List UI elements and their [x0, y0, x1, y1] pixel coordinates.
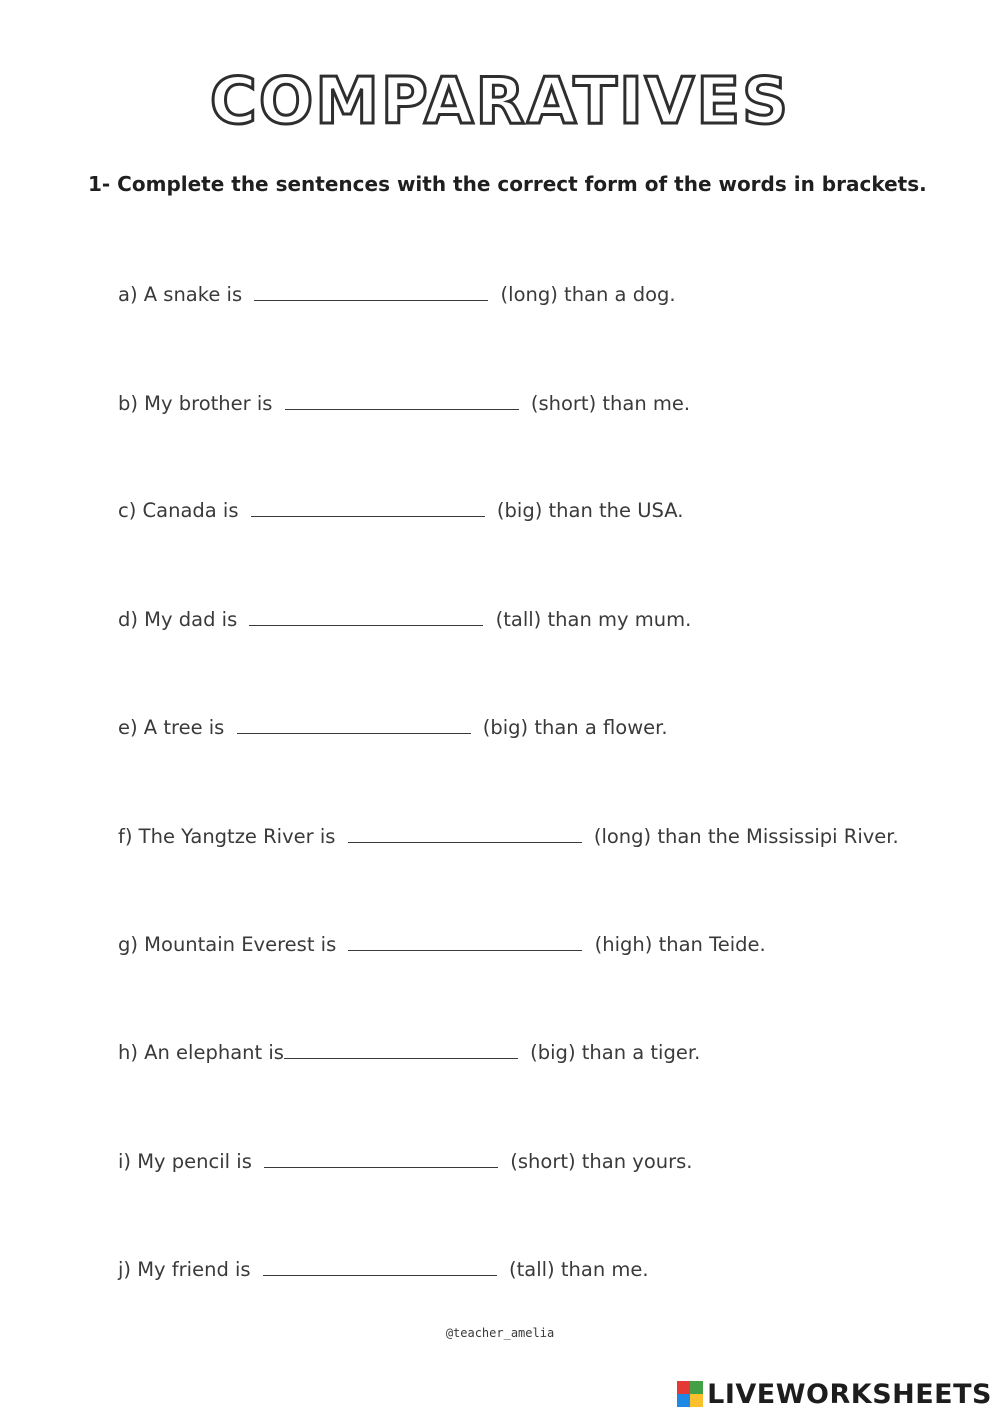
logo-square	[677, 1381, 690, 1394]
sentence-c	[118, 497, 978, 525]
sentence-i	[118, 1148, 978, 1176]
answer-blank-i[interactable]	[264, 1149, 498, 1168]
answer-blank-c[interactable]	[251, 498, 485, 517]
brand-name: LIVEWORKSHEETS	[707, 1378, 992, 1410]
sentence-suffix: (short) than yours.	[510, 1150, 693, 1173]
answer-blank-f[interactable]	[348, 824, 582, 843]
answer-blank-b[interactable]	[285, 391, 519, 410]
sentence-suffix: (short) than me.	[530, 392, 691, 415]
liveworksheets-logo-icon	[677, 1381, 703, 1407]
sentence-suffix: (tall) than me.	[509, 1258, 649, 1281]
sentence-prefix: j) My friend is	[118, 1258, 251, 1281]
logo-square	[690, 1394, 703, 1407]
sentence-d	[118, 606, 978, 634]
sentence-suffix: (high) than Teide.	[594, 933, 766, 956]
answer-blank-d[interactable]	[249, 607, 483, 626]
sentence-suffix: (big) than a flower.	[482, 716, 668, 739]
answer-blank-h[interactable]	[284, 1040, 518, 1059]
sentence-prefix: e) A tree is	[118, 716, 225, 739]
logo-square	[690, 1381, 703, 1394]
sentence-suffix: (big) than the USA.	[496, 499, 684, 522]
exercise-instruction: 1- Complete the sentences with the correct form of the words in brackets.	[88, 172, 927, 196]
sentence-g	[118, 931, 978, 959]
sentence-f	[118, 823, 978, 851]
sentence-prefix: d) My dad is	[118, 608, 238, 631]
answer-blank-a[interactable]	[254, 282, 488, 301]
sentence-suffix: (long) than a dog.	[500, 283, 676, 306]
sentence-prefix: f) The Yangtze River is	[118, 825, 336, 848]
sentence-prefix: b) My brother is	[118, 392, 273, 415]
author-credit: @teacher_amelia	[445, 1326, 555, 1340]
sentence-h	[118, 1039, 978, 1067]
sentence-suffix: (tall) than my mum.	[495, 608, 692, 631]
sentence-prefix: i) My pencil is	[118, 1150, 252, 1173]
sentence-b	[118, 390, 978, 418]
sentence-j	[118, 1256, 978, 1284]
sentence-prefix: h) An elephant is	[118, 1041, 284, 1064]
answer-blank-j[interactable]	[263, 1257, 497, 1276]
page-title: COMPARATIVES	[209, 65, 791, 139]
liveworksheets-brand[interactable]	[677, 1376, 992, 1412]
sentence-prefix: g) Mountain Everest is	[118, 933, 337, 956]
sentence-prefix: c) Canada is	[118, 499, 239, 522]
sentence-e	[118, 714, 978, 742]
answer-blank-e[interactable]	[237, 715, 471, 734]
sentence-suffix: (big) than a tiger.	[530, 1041, 701, 1064]
logo-square	[677, 1394, 690, 1407]
sentence-a	[118, 281, 978, 309]
answer-blank-g[interactable]	[348, 932, 582, 951]
sentence-prefix: a) A snake is	[118, 283, 243, 306]
sentence-suffix: (long) than the Mississipi River.	[593, 825, 899, 848]
